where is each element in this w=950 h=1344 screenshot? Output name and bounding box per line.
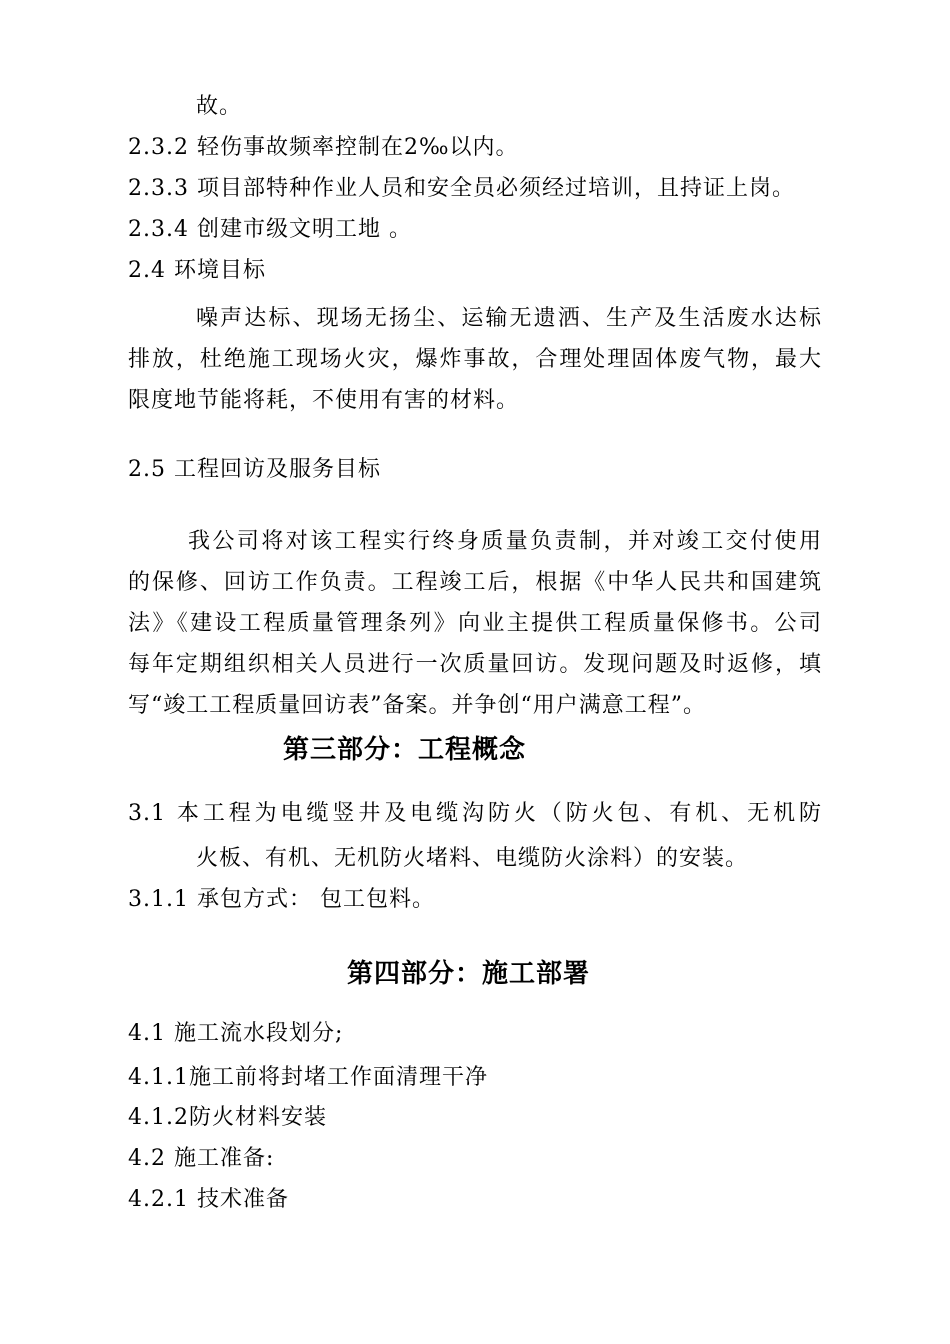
item-4-2: 4.2 施工准备:	[128, 1146, 275, 1171]
item-2-3-2: 2.3.2 轻伤事故频率控制在2‰以内。	[128, 135, 519, 160]
item-4-2-1: 4.2.1 技术准备	[128, 1187, 289, 1212]
paragraph-line: 我公司将对该工程实行终身质量负责制，并对竣工交付使用	[188, 529, 822, 554]
item-2-3-4: 2.3.4 创建市级文明工地 。	[128, 217, 412, 242]
item-3-1-continued: 火板、有机、无机防火堵料、电缆防火涂料）的安装。	[196, 846, 749, 871]
part-four-heading: 第四部分：施工部署	[347, 959, 591, 989]
paragraph-line: 限度地节能将耗，不使用有害的材料。	[128, 388, 520, 413]
paragraph-line: 的保修、回访工作负责。工程竣工后，根据《中华人民共和国建筑	[128, 570, 822, 595]
text-line: 故。	[196, 94, 243, 119]
paragraph-line: 每年定期组织相关人员进行一次质量回访。发现问题及时返修，填	[128, 652, 822, 677]
item-3-1-1: 3.1.1 承包方式： 包工包料。	[128, 887, 435, 912]
section-2-5-heading: 2.5 工程回访及服务目标	[128, 457, 381, 482]
item-4-1-1: 4.1.1施工前将封堵工作面清理干净	[128, 1065, 488, 1090]
item-2-3-3: 2.3.3 项目部特种作业人员和安全员必须经过培训，且持证上岗。	[128, 176, 795, 201]
section-2-4-heading: 2.4 环境目标	[128, 258, 266, 283]
item-4-1: 4.1 施工流水段划分;	[128, 1021, 344, 1046]
item-4-1-2: 4.1.2防火材料安装	[128, 1105, 327, 1130]
item-3-1: 3.1 本工程为电缆竖井及电缆沟防火（防火包、有机、无机防	[128, 801, 822, 826]
paragraph-line: 排放，杜绝施工现场火灾，爆炸事故，合理处理固体废气物，最大	[128, 347, 822, 372]
paragraph-line: 法》《建设工程质量管理条列》向业主提供工程质量保修书。公司	[128, 611, 822, 636]
paragraph-line: 噪声达标、现场无扬尘、运输无遗洒、生产及生活废水达标	[196, 306, 822, 331]
paragraph-line: 写“竣工工程质量回访表”备案。并争创“用户满意工程”。	[128, 693, 706, 718]
part-three-heading: 第三部分：工程概念	[283, 735, 527, 765]
